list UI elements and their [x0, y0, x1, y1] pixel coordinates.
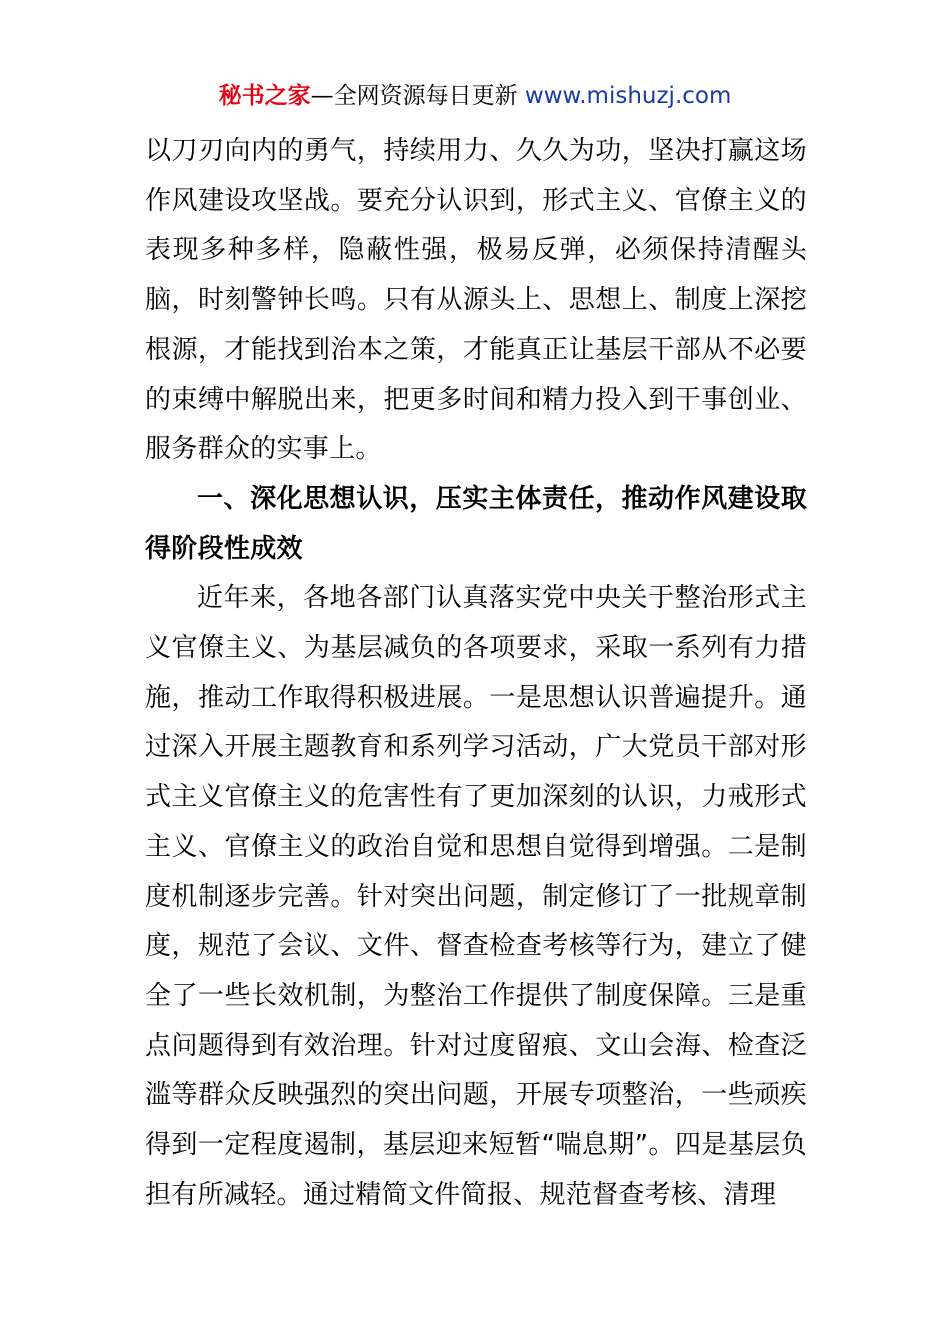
paragraph-achievements: 近年来，各地各部门认真落实党中央关于整治形式主义官僚主义、为基层减负的各项要求，采取一系列有力措施，推动工作取得积极进展。一是思想认识普遍提升。通过深入开展主题教育和系列学习活动，广大党员干部对形式主义官僚主义的危害性有了更加深刻的认识，力戒形式主义、官僚主义的政治自觉和思想自觉得到增强。二是制度机制逐步完善。针对突出问题，制定修订了一批规章制度，规范了会议、文件、督查检查考核等行为，建立了健全了一些长效机制，为整治工作提供了制度保障。三是重点问题得到有效治理。针对过度留痕、文山会海、检查泛滥等群众反映强烈的突出问题，开展专项整治，一些顽疾得到一定程度遏制，基层迎来短暂“喘息期”。四是基层负担有所减轻。通过精简文件简报、规范督查考核、清理 [145, 583, 807, 1210]
site-tagline: —全网资源每日更新 [310, 83, 518, 109]
paragraph-continuation: 以刀刃向内的勇气，持续用力、久久为功，坚决打赢这场作风建设攻坚战。要充分认识到，形式主义、官僚主义的表现多种多样，隐蔽性强，极易反弹，必须保持清醒头脑，时刻警钟长鸣。只有从源头上、思想上、制度上深挖根源，才能找到治本之策，才能真正让基层干部从不必要的束缚中解脱出来，把更多时间和精力投入到干事创业、服务群众的实事上。 [145, 136, 807, 465]
site-brand: 秘书之家 [218, 83, 311, 109]
document-body [145, 127, 807, 1220]
section-heading: 一、深化思想认识，压实主体责任，推动作风建设取得阶段性成效 [145, 483, 807, 564]
site-header [0, 80, 950, 112]
site-url-link[interactable]: www.mishuzj.com [524, 83, 732, 109]
